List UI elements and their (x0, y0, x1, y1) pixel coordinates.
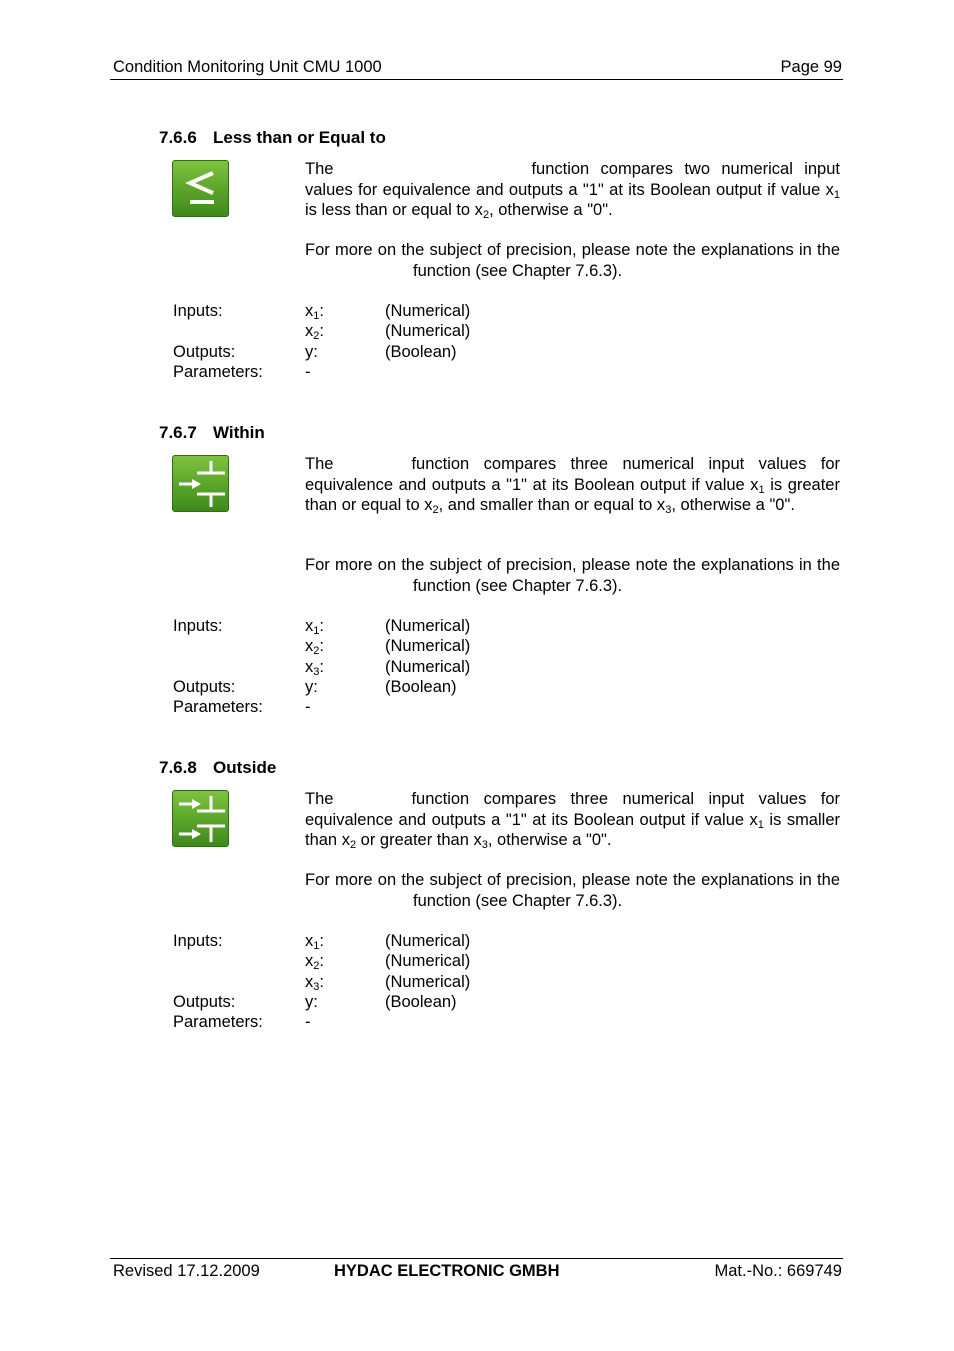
section-7-6-6-io-vars: $x_1$: $x_2$: y: - (305, 302, 324, 381)
section-7-6-7-description: The function compares three numerical input values for equivalence and outputs a "1" at its Boolean output if value $x_1$ is greater than or equal to $x_2$, and smaller than or equal to $x_3$, otherwise a "0". (305, 455, 840, 516)
section-7-6-8-io-labels: Inputs: Outputs: Parameters: (173, 932, 263, 1032)
header-title: Condition Monitoring Unit CMU 1000 (113, 58, 382, 76)
section-heading-7-6-6: 7.6.6 Less than or Equal to (159, 128, 386, 147)
section-7-6-6-io-types: (Numerical) (Numerical) (Boolean) (385, 302, 471, 361)
section-7-6-7-io-labels: Inputs: Outputs: Parameters: (173, 617, 263, 717)
section-7-6-6-description: The function compares two numerical input values for equivalence and outputs a "1" at its Boolean output if value $x_1$ is less than or equal to $x_2$, otherwise a "0". (305, 160, 840, 221)
material-number: Mat.-No.: 669749 (714, 1262, 842, 1280)
company-name: HYDAC ELECTRONIC GMBH (334, 1262, 560, 1280)
section-7-6-6-precision-note: For more on the subject of precision, please note the explanations in thefunction (see Chapter 7.6.3). (305, 241, 840, 280)
section-heading-7-6-8: 7.6.8 Outside (159, 758, 277, 777)
header-divider (110, 79, 843, 80)
footer-divider (110, 1258, 843, 1259)
page-number: Page 99 (780, 58, 842, 76)
section-7-6-8-io-vars: $x_1$: $x_2$: $x_3$: y: - (305, 932, 324, 1032)
within-icon (172, 455, 229, 512)
revision-date: Revised 17.12.2009 (113, 1262, 260, 1280)
section-7-6-7-io-vars: $x_1$: $x_2$: $x_3$: y: - (305, 617, 324, 717)
section-7-6-8-description: The function compares three numerical input values for equivalence and outputs a "1" at its Boolean output if value $x_1$ is smaller than $x_2$ or greater than $x_3$, otherwise a "0". (305, 790, 840, 851)
section-heading-7-6-7: 7.6.7 Within (159, 423, 265, 442)
outside-icon (172, 790, 229, 847)
section-7-6-8-precision-note: For more on the subject of precision, please note the explanations in thefunction (see Chapter 7.6.3). (305, 871, 840, 910)
less-equal-icon (172, 160, 229, 217)
section-7-6-7-io-types: (Numerical) (Numerical) (Numerical) (Boolean) (385, 617, 471, 696)
section-7-6-8-io-types: (Numerical) (Numerical) (Numerical) (Boolean) (385, 932, 471, 1011)
section-7-6-6-io-labels: Inputs: Outputs: Parameters: (173, 302, 263, 381)
section-7-6-7-precision-note: For more on the subject of precision, please note the explanations in thefunction (see Chapter 7.6.3). (305, 556, 840, 595)
